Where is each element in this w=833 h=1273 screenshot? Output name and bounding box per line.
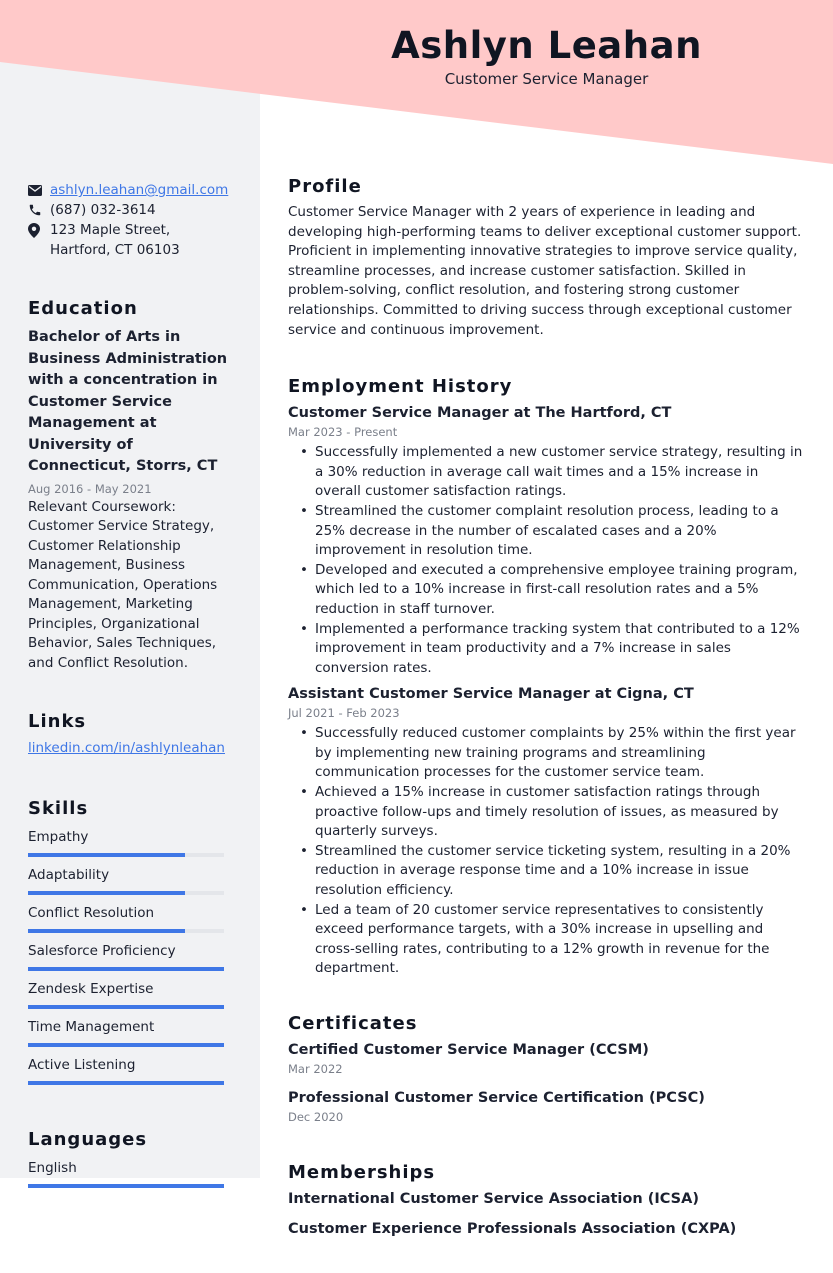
memberships-list bbox=[288, 1189, 808, 1239]
skill-item bbox=[28, 941, 238, 979]
certificate-date: Mar 2022 bbox=[288, 1062, 343, 1076]
profile-text: Customer Service Manager with 2 years of experience in leading and developing high-performing teams to deliver exceptional customer support. Proficient in implementing innovative strategies to improve service quality, streamline processes, and increase customer satisfaction. Skilled in problem-solving, conflict resolution, and fostering strong customer relationships. Committed to driving success through exceptional customer service and continuous improvement. bbox=[288, 204, 802, 338]
skill-level-fill bbox=[28, 967, 224, 971]
job-bullet: • Successfully implemented a new customer service strategy, resulting in a 30% reduction in average call wait times and a 15% increase in overall customer satisfaction ratings. bbox=[300, 443, 805, 502]
certificate-item bbox=[288, 1088, 808, 1126]
skill-name: Active Listening bbox=[28, 1057, 136, 1073]
certificate-name: Professional Customer Service Certification (PCSC) bbox=[288, 1090, 705, 1106]
location-pin-icon bbox=[28, 220, 50, 240]
skills-heading: Skills bbox=[28, 798, 89, 819]
skill-level-bar bbox=[28, 1043, 224, 1047]
language-name: English bbox=[28, 1160, 77, 1176]
job-bullet: • Achieved a 15% increase in customer satisfaction ratings through proactive follow-ups and timely resolution of issues, as measured by quarterly surveys. bbox=[300, 783, 805, 842]
main-content bbox=[288, 176, 808, 1273]
skill-name: Conflict Resolution bbox=[28, 905, 155, 921]
contact-phone bbox=[28, 200, 238, 220]
job-bullets bbox=[300, 724, 808, 979]
candidate-name: Ashlyn Leahan bbox=[391, 24, 702, 67]
membership-item: International Customer Service Association (ICSA) bbox=[288, 1191, 699, 1207]
phone-icon bbox=[28, 200, 50, 220]
certificates-section bbox=[288, 1013, 808, 1126]
skill-level-bar bbox=[28, 967, 224, 971]
skill-level-fill bbox=[28, 891, 185, 895]
language-item bbox=[28, 1158, 238, 1196]
job-bullet: • Developed and executed a comprehensive employee training program, which led to a 10% increase in first-call resolution rates and a 5% reduction in staff turnover. bbox=[300, 561, 805, 620]
contact-address bbox=[28, 220, 238, 260]
education-heading: Education bbox=[28, 298, 138, 319]
skill-name: Empathy bbox=[28, 829, 89, 845]
skill-level-fill bbox=[28, 1043, 224, 1047]
certificates-heading: Certificates bbox=[288, 1013, 418, 1034]
skill-name: Adaptability bbox=[28, 867, 110, 883]
profile-section bbox=[288, 176, 808, 340]
job-bullets bbox=[300, 443, 808, 678]
skill-level-bar bbox=[28, 929, 224, 933]
skill-level-fill bbox=[28, 853, 185, 857]
job-entry bbox=[288, 403, 808, 678]
education-degree: Bachelor of Arts in Business Administration with a concentration in Customer Service Management at University of Connecticut, Storrs, CT bbox=[28, 329, 228, 474]
job-dates: Mar 2023 - Present bbox=[288, 425, 398, 440]
skill-item bbox=[28, 827, 238, 865]
membership-item: Customer Experience Professionals Association (CXPA) bbox=[288, 1221, 737, 1237]
envelope-icon bbox=[28, 180, 50, 200]
employment-heading: Employment History bbox=[288, 376, 513, 398]
skill-name: Salesforce Proficiency bbox=[28, 943, 176, 959]
jobs-list bbox=[288, 403, 808, 979]
sidebar bbox=[28, 180, 238, 1196]
skill-item bbox=[28, 979, 238, 1017]
job-dates: Jul 2021 - Feb 2023 bbox=[288, 706, 400, 721]
job-title: Customer Service Manager at The Hartford, CT bbox=[288, 405, 672, 422]
memberships-heading: Memberships bbox=[288, 1162, 436, 1183]
job-bullet: • Led a team of 20 customer service representatives to consistently exceed performance targets, with a 30% increase in upselling and cross-selling rates, contributing to a 12% growth in revenue for the department. bbox=[300, 901, 805, 979]
certificate-item bbox=[288, 1040, 808, 1078]
memberships-section bbox=[288, 1162, 808, 1239]
job-bullet: • Streamlined the customer service ticketing system, resulting in a 20% reduction in average response time and a 10% increase in issue resolution efficiency. bbox=[300, 842, 805, 901]
skill-item bbox=[28, 1055, 238, 1093]
language-level-fill bbox=[28, 1184, 224, 1188]
education-details: Relevant Coursework: Customer Service Strategy, Customer Relationship Management, Business Communication, Operations Management, Marketing Principles, Organizational Behavior, Sales Techniques, and Conflict Resolution. bbox=[28, 498, 218, 671]
skill-level-fill bbox=[28, 929, 185, 933]
skill-level-bar bbox=[28, 891, 224, 895]
skill-name: Time Management bbox=[28, 1019, 155, 1035]
job-bullet: • Successfully reduced customer complaints by 25% within the first year by implementing new training programs and streamlining communication processes for the customer service team. bbox=[300, 724, 805, 783]
languages-heading: Languages bbox=[28, 1129, 148, 1150]
skill-level-bar bbox=[28, 1081, 224, 1085]
address-text: 123 Maple Street, Hartford, CT 06103 bbox=[50, 222, 180, 258]
skill-item bbox=[28, 865, 238, 903]
education-dates: Aug 2016 - May 2021 bbox=[28, 481, 152, 496]
languages-list bbox=[28, 1158, 238, 1196]
skill-level-bar bbox=[28, 853, 224, 857]
linkedin-link[interactable]: linkedin.com/in/ashlynleahan bbox=[28, 740, 225, 756]
certificate-name: Certified Customer Service Manager (CCSM) bbox=[288, 1042, 649, 1058]
skill-item bbox=[28, 1017, 238, 1055]
job-title: Assistant Customer Service Manager at Cigna, CT bbox=[288, 686, 694, 703]
skill-item bbox=[28, 903, 238, 941]
phone-number: (687) 032-3614 bbox=[50, 202, 156, 218]
skill-level-fill bbox=[28, 1005, 224, 1009]
profile-heading: Profile bbox=[288, 176, 362, 197]
skill-name: Zendesk Expertise bbox=[28, 981, 154, 997]
job-bullet: • Streamlined the customer complaint resolution process, leading to a 25% decrease in the number of escalated cases and a 20% improvement in resolution time. bbox=[300, 502, 805, 561]
links-heading: Links bbox=[28, 711, 87, 732]
email-link[interactable]: ashlyn.leahan@gmail.com bbox=[50, 182, 229, 198]
skills-list bbox=[28, 827, 238, 1093]
job-entry bbox=[288, 684, 808, 979]
certificates-list bbox=[288, 1040, 808, 1126]
employment-section bbox=[288, 376, 808, 979]
skill-level-bar bbox=[28, 1005, 224, 1009]
language-level-bar bbox=[28, 1184, 224, 1188]
certificate-date: Dec 2020 bbox=[288, 1110, 344, 1124]
skill-level-fill bbox=[28, 1081, 224, 1085]
job-bullet: • Implemented a performance tracking system that contributed to a 12% improvement in team productivity and a 7% increase in sales conversion rates. bbox=[300, 620, 805, 679]
contact-email bbox=[28, 180, 238, 200]
candidate-title: Customer Service Manager bbox=[444, 70, 649, 88]
